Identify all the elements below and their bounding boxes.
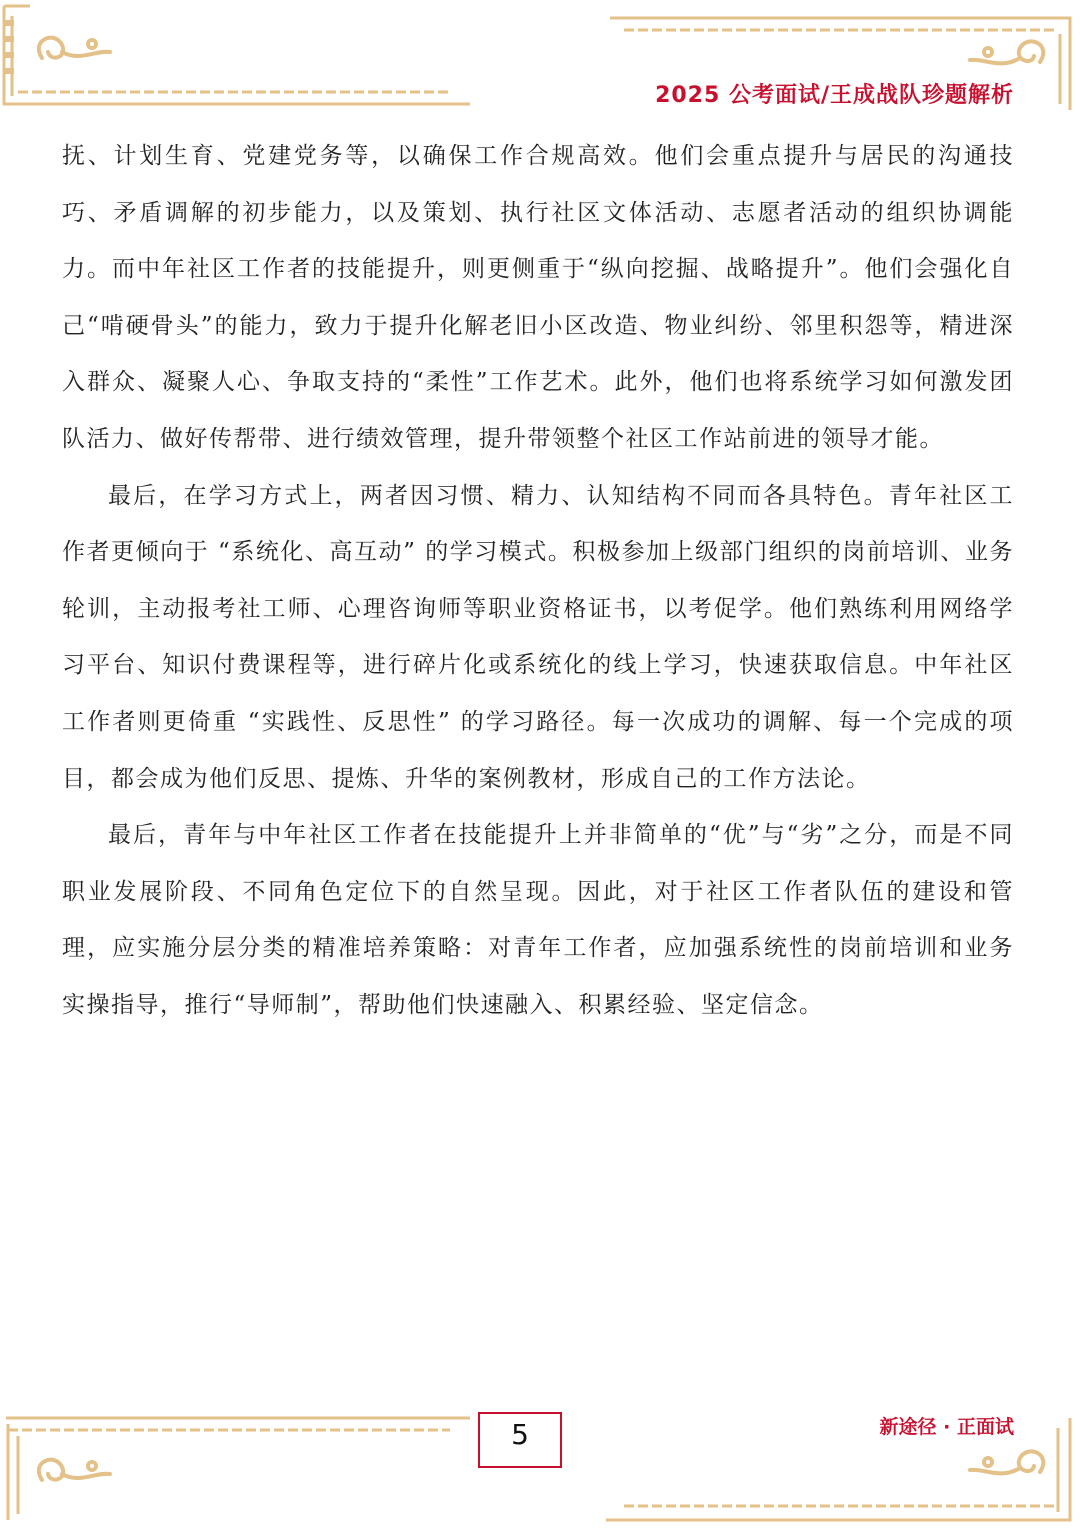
paragraph-continuation: 抚、计划生育、党建党务等，以确保工作合规高效。他们会重点提升与居民的沟通技巧、矛盾调解的初步能力，以及策划、执行社区文体活动、志愿者活动的组织协调能力。而中年社区工作者的技能提升，则更侧重于“纵向挖掘、战略提升”。他们会强化自己“啃硬骨头”的能力，致力于提升化解老旧小区改造、物业纠纷、邻里积怨等，精进深入群众、凝聚人心、争取支持的“柔性”工作艺术。此外，他们也将系统学习如何激发团队活力、做好传帮带、进行绩效管理，提升带领整个社区工作站前进的领导才能。 [62,143,1014,452]
header-title: 2025 公考面试/王成战队珍题解析 [655,83,1014,108]
footer-brand: 新途径 · 正面试 [879,1416,1014,1438]
bottom-left-ornament [0,1408,480,1528]
paragraph-conclusion: 最后，青年与中年社区工作者在技能提升上并非简单的“优”与“劣”之分，而是不同职业发展阶段、不同角色定位下的自然呈现。因此，对于社区工作者队伍的建设和管理，应实施分层分类的精准培养策略：对青年工作者，应加强系统性的岗前培训和业务实操指导，推行“导师制”，帮助他们快速融入、积累经验、坚定信念。 [62,822,1014,1018]
top-left-ornament [0,0,480,112]
paragraph-learning-style: 最后，在学习方式上，两者因习惯、精力、认知结构不同而各具特色。青年社区工作者更倾向于 “系统化、高互动” 的学习模式。积极参加上级部门组织的岗前培训、业务轮训，主动报考社工师、心理咨询师等职业资格证书，以考促学。他们熟练利用网络学习平台、知识付费课程等，进行碎片化或系统化的线上学习，快速获取信息。中年社区工作者则更倚重 “实践性、反思性” 的学习路径。每一次成功的调解、每一个完成的项目，都会成为他们反思、提炼、升华的案例教材，形成自己的工作方法论。 [62,482,1014,792]
article-body [62,128,1014,1034]
page-number: 5 [478,1412,562,1468]
